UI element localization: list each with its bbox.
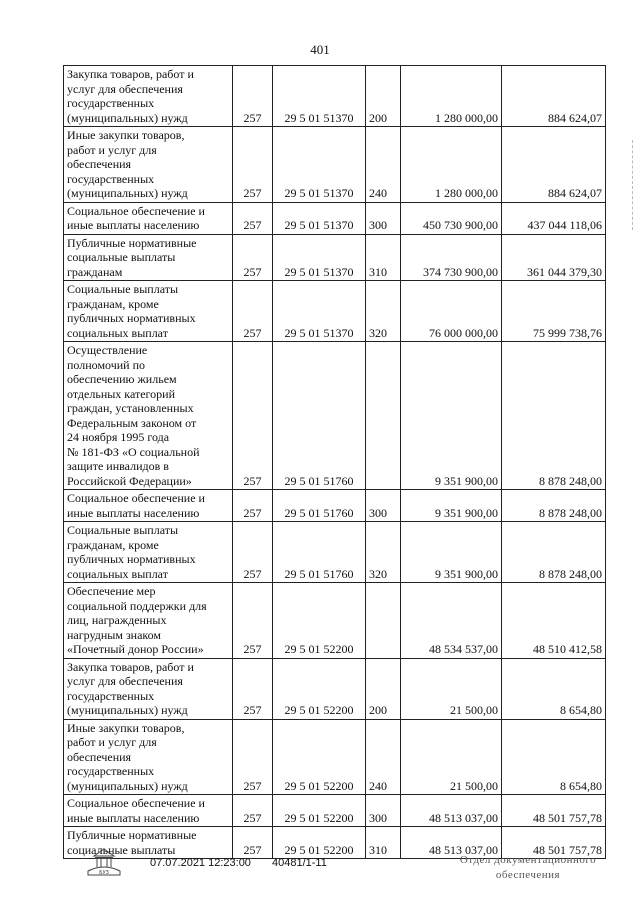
row-target-code: 29 5 01 52200 <box>273 827 366 859</box>
row-grbs-code: 257 <box>233 342 273 490</box>
row-name: Публичные нормативные социальные выплаты <box>64 827 233 859</box>
logo-text: БУЗ <box>99 870 109 876</box>
row-target-code: 29 5 01 51370 <box>273 281 366 342</box>
row-actual-amount: 884 624,07 <box>502 66 606 127</box>
budget-table-body <box>64 66 606 859</box>
scan-edge-mark <box>632 140 636 230</box>
row-expense-type <box>366 342 401 490</box>
row-actual-amount: 48 501 757,78 <box>502 827 606 859</box>
row-target-code: 29 5 01 52200 <box>273 583 366 659</box>
row-name: Публичные нормативные социальные выплаты гражданам <box>64 234 233 281</box>
row-expense-type: 200 <box>366 658 401 719</box>
row-grbs-code: 257 <box>233 202 273 234</box>
row-expense-type: 320 <box>366 522 401 583</box>
row-name: Обеспечение мер социальной поддержки для лиц, награжденных нагрудным знаком «Почетный донор России» <box>64 583 233 659</box>
row-planned-amount: 9 351 900,00 <box>401 522 502 583</box>
row-target-code: 29 5 01 52200 <box>273 795 366 827</box>
row-planned-amount: 48 513 037,00 <box>401 795 502 827</box>
budget-table <box>63 65 606 859</box>
page-number: 401 <box>310 42 330 57</box>
row-planned-amount: 9 351 900,00 <box>401 490 502 522</box>
row-planned-amount: 76 000 000,00 <box>401 281 502 342</box>
row-planned-amount: 21 500,00 <box>401 719 502 795</box>
row-target-code: 29 5 01 51370 <box>273 202 366 234</box>
row-target-code: 29 5 01 51760 <box>273 342 366 490</box>
row-planned-amount: 21 500,00 <box>401 658 502 719</box>
table-row <box>64 127 606 203</box>
row-actual-amount: 8 654,80 <box>502 658 606 719</box>
row-planned-amount: 450 730 900,00 <box>401 202 502 234</box>
row-target-code: 29 5 01 52200 <box>273 658 366 719</box>
row-planned-amount: 1 280 000,00 <box>401 66 502 127</box>
row-grbs-code: 257 <box>233 583 273 659</box>
row-name: Закупка товаров, работ и услуг для обеспечения государственных (муниципальных) нужд <box>64 658 233 719</box>
footer-doc-number: 40481/1-11 <box>272 857 327 869</box>
row-grbs-code: 257 <box>233 234 273 281</box>
row-expense-type: 320 <box>366 281 401 342</box>
row-expense-type: 310 <box>366 827 401 859</box>
row-target-code: 29 5 01 51370 <box>273 234 366 281</box>
row-planned-amount: 374 730 900,00 <box>401 234 502 281</box>
table-row <box>64 234 606 281</box>
table-row <box>64 202 606 234</box>
row-grbs-code: 257 <box>233 658 273 719</box>
row-expense-type: 300 <box>366 202 401 234</box>
table-row <box>64 522 606 583</box>
row-actual-amount: 884 624,07 <box>502 127 606 203</box>
row-actual-amount: 437 044 118,06 <box>502 202 606 234</box>
table-row <box>64 658 606 719</box>
row-planned-amount: 1 280 000,00 <box>401 127 502 203</box>
row-expense-type: 300 <box>366 795 401 827</box>
row-grbs-code: 257 <box>233 522 273 583</box>
row-target-code: 29 5 01 51760 <box>273 522 366 583</box>
row-name: Осуществление полномочий по обеспечению жильем отдельных категорий граждан, установленных Федеральным законом от 24 ноября 1995 года № 181-ФЗ «О социальной защите инвалидов в Российской Федерации» <box>64 342 233 490</box>
row-target-code: 29 5 01 51370 <box>273 127 366 203</box>
table-row <box>64 281 606 342</box>
row-actual-amount: 8 878 248,00 <box>502 342 606 490</box>
row-grbs-code: 257 <box>233 795 273 827</box>
row-expense-type: 240 <box>366 127 401 203</box>
table-row <box>64 719 606 795</box>
row-planned-amount: 48 513 037,00 <box>401 827 502 859</box>
row-expense-type: 310 <box>366 234 401 281</box>
row-target-code: 29 5 01 51760 <box>273 490 366 522</box>
row-expense-type: 300 <box>366 490 401 522</box>
row-name: Социальные выплаты гражданам, кроме публичных нормативных социальных выплат <box>64 522 233 583</box>
row-grbs-code: 257 <box>233 127 273 203</box>
row-grbs-code: 257 <box>233 827 273 859</box>
row-planned-amount: 48 534 537,00 <box>401 583 502 659</box>
row-grbs-code: 257 <box>233 66 273 127</box>
row-expense-type: 200 <box>366 66 401 127</box>
row-actual-amount: 8 654,80 <box>502 719 606 795</box>
footer-datetime: 07.07.2021 12:23:00 <box>150 857 251 869</box>
row-actual-amount: 75 999 738,76 <box>502 281 606 342</box>
row-actual-amount: 48 510 412,58 <box>502 583 606 659</box>
table-row <box>64 795 606 827</box>
department-stamp: Отдел документационного обеспечения <box>459 854 597 881</box>
row-grbs-code: 257 <box>233 719 273 795</box>
row-name: Иные закупки товаров, работ и услуг для обеспечения государственных (муниципальных) нужд <box>64 127 233 203</box>
row-actual-amount: 48 501 757,78 <box>502 795 606 827</box>
row-name: Иные закупки товаров, работ и услуг для обеспечения государственных (муниципальных) нужд <box>64 719 233 795</box>
row-grbs-code: 257 <box>233 281 273 342</box>
row-name: Социальное обеспечение и иные выплаты населению <box>64 490 233 522</box>
row-target-code: 29 5 01 52200 <box>273 719 366 795</box>
row-name: Социальные выплаты гражданам, кроме публичных нормативных социальных выплат <box>64 281 233 342</box>
row-actual-amount: 8 878 248,00 <box>502 522 606 583</box>
table-row <box>64 342 606 490</box>
row-target-code: 29 5 01 51370 <box>273 66 366 127</box>
row-actual-amount: 361 044 379,30 <box>502 234 606 281</box>
row-actual-amount: 8 878 248,00 <box>502 490 606 522</box>
row-grbs-code: 257 <box>233 490 273 522</box>
table-row <box>64 490 606 522</box>
row-expense-type <box>366 583 401 659</box>
row-name: Социальное обеспечение и иные выплаты населению <box>64 795 233 827</box>
table-row <box>64 583 606 659</box>
logo-icon <box>86 847 122 882</box>
row-expense-type: 240 <box>366 719 401 795</box>
row-planned-amount: 9 351 900,00 <box>401 342 502 490</box>
row-name: Закупка товаров, работ и услуг для обеспечения государственных (муниципальных) нужд <box>64 66 233 127</box>
table-row <box>64 66 606 127</box>
row-name: Социальное обеспечение и иные выплаты населению <box>64 202 233 234</box>
